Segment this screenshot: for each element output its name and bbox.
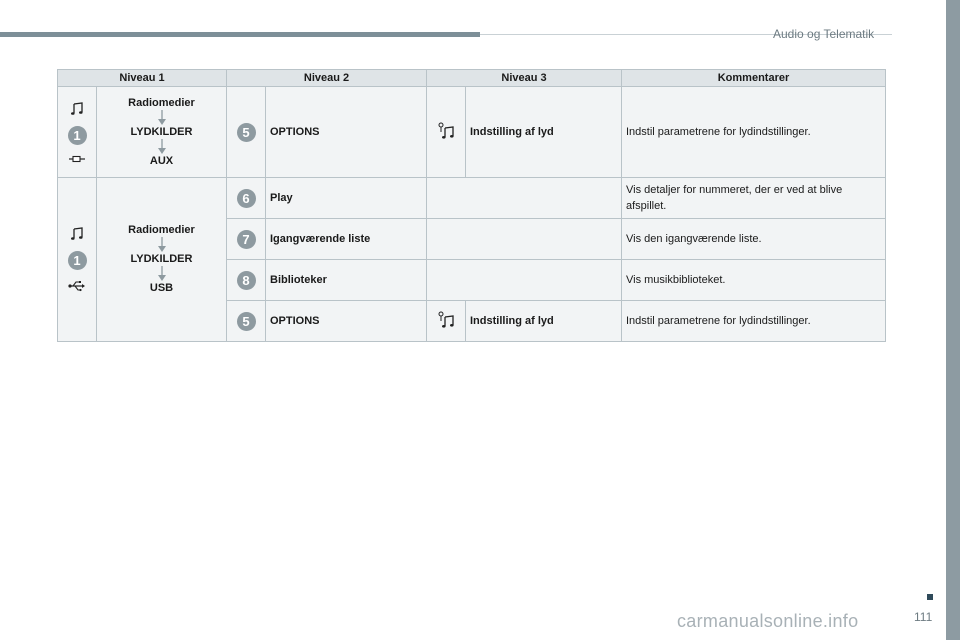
path-step: LYDKILDER: [130, 253, 193, 265]
step-badge: 1: [68, 126, 87, 145]
col-header-kommentarer: Kommentarer: [622, 70, 886, 87]
step-badge: 5: [237, 123, 256, 142]
comment-cell: Vis musikbiblioteket.: [622, 260, 886, 301]
level2-badge-cell: [227, 87, 266, 178]
level2-badge-cell: [227, 178, 266, 219]
path-step: AUX: [149, 154, 174, 167]
level2-label: Play: [266, 178, 427, 219]
col-header-niveau-1: Niveau 1: [58, 70, 227, 87]
step-badge: 7: [237, 230, 256, 249]
sound-settings-icon: [437, 122, 455, 140]
level2-badge-cell: [227, 219, 266, 260]
level1-icon-cell: [58, 178, 97, 342]
aux-jack-icon: [69, 155, 85, 163]
comment-cell: Vis den igangværende liste.: [622, 219, 886, 260]
step-badge: 1: [68, 251, 87, 270]
path-step: USB: [149, 282, 174, 294]
level1-path: [97, 178, 227, 342]
page-number: 111: [914, 610, 933, 624]
comment-cell: Vis detaljer for nummeret, der er ved at blive afspillet.: [622, 178, 886, 219]
path-step: Radiomedier: [128, 224, 195, 236]
section-title: Audio og Telematik: [773, 27, 875, 41]
step-badge: 5: [237, 312, 256, 331]
level2-badge-cell: [227, 301, 266, 342]
level2-badge-cell: [227, 260, 266, 301]
level3-icon-cell: [427, 301, 466, 342]
col-header-niveau-2: Niveau 2: [227, 70, 427, 87]
top-bar: [0, 32, 480, 37]
level1-icon-cell: [58, 87, 97, 178]
table-header-row: [58, 70, 886, 87]
level3-empty: [427, 219, 622, 260]
level3-label: Indstilling af lyd: [466, 87, 622, 178]
usb-icon: [68, 280, 86, 292]
table-row: [58, 178, 886, 219]
arrow-down-icon: [157, 266, 167, 282]
level2-label: Biblioteker: [266, 260, 427, 301]
step-badge: 8: [237, 271, 256, 290]
step-badge: 6: [237, 189, 256, 208]
level3-icon-cell: [427, 87, 466, 178]
comment-cell: Indstil parametrene for lydindstillinger.: [622, 301, 886, 342]
arrow-down-icon: [157, 110, 167, 126]
level3-label: Indstilling af lyd: [466, 301, 622, 342]
arrow-down-icon: [157, 237, 167, 253]
path-step: LYDKILDER: [130, 125, 193, 138]
level3-empty: [427, 260, 622, 301]
level2-label: Igangværende liste: [266, 219, 427, 260]
sound-settings-icon: [437, 311, 455, 329]
comment-cell: Indstil parametrene for lydindstillinger.: [622, 87, 886, 178]
level2-label: OPTIONS: [266, 87, 427, 178]
level2-label: OPTIONS: [266, 301, 427, 342]
watermark: carmanualsonline.info: [677, 611, 859, 631]
page-marker: [927, 594, 933, 600]
level1-path: [97, 87, 227, 178]
path-step: Radiomedier: [128, 96, 195, 109]
table-row: [58, 87, 886, 178]
col-header-niveau-3: Niveau 3: [427, 70, 622, 87]
music-note-icon: [70, 102, 84, 116]
side-strip: [946, 0, 960, 640]
arrow-down-icon: [157, 139, 167, 155]
menu-table: [57, 69, 886, 342]
level3-empty: [427, 178, 622, 219]
music-note-icon: [70, 227, 84, 241]
